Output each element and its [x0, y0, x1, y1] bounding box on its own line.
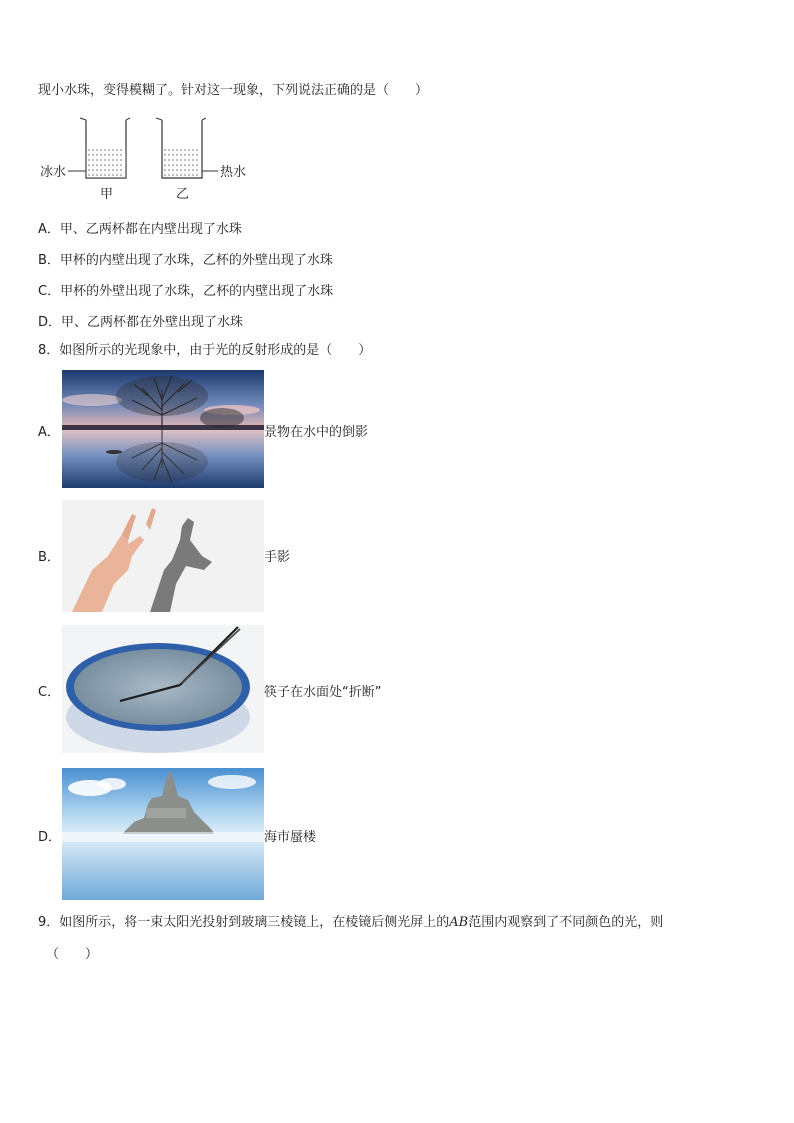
option-letter: D．	[38, 830, 62, 845]
option-letter: A．	[38, 222, 60, 237]
option-caption: 手影	[264, 550, 291, 565]
option-letter: A．	[38, 425, 60, 440]
question-8-stem: 8．如图所示的光现象中，由于光的反射形成的是（ ）	[38, 343, 372, 358]
mirage-castle-photo	[62, 768, 264, 900]
tree-reflection-photo	[62, 370, 264, 488]
segment-ab: AB	[449, 915, 469, 930]
label-ice-water: 冰水	[40, 165, 67, 180]
option-text: 甲、乙两杯都在外壁出现了水珠	[61, 315, 244, 330]
stem-text: 9．如图所示，将一束太阳光投射到玻璃三棱镜上，在棱镜后侧光屏上的	[38, 915, 450, 930]
question-9-stem	[38, 914, 663, 932]
q7-option-d[interactable]	[38, 311, 243, 330]
hand-shadow-photo	[62, 500, 264, 612]
option-letter: B．	[38, 253, 60, 268]
beaker-b	[156, 118, 206, 178]
beaker-a	[80, 118, 130, 178]
option-text: 甲杯的内壁出现了水珠，乙杯的外壁出现了水珠	[59, 253, 333, 268]
option-letter: D．	[38, 315, 62, 330]
option-text: 甲、乙两杯都在内壁出现了水珠	[59, 222, 242, 237]
option-text: 甲杯的外壁出现了水珠，乙杯的内壁出现了水珠	[60, 284, 334, 299]
option-letter: B．	[38, 550, 60, 565]
q7-option-c[interactable]	[38, 280, 333, 299]
option-caption: 景物在水中的倒影	[264, 425, 369, 440]
q7-option-a[interactable]	[38, 218, 242, 237]
answer-blank: （ ）	[46, 947, 99, 962]
stem-text: 范围内观察到了不同颜色的光，则	[468, 915, 664, 930]
q7-option-b[interactable]	[38, 249, 333, 268]
label-cup-b: 乙	[176, 187, 190, 202]
chopsticks-in-bowl-photo	[62, 625, 264, 753]
option-letter: C．	[38, 284, 61, 299]
option-caption: 筷子在水面处“折断”	[264, 685, 382, 700]
label-cup-a: 甲	[100, 187, 114, 202]
option-caption: 海市蜃楼	[264, 830, 317, 845]
beakers-figure	[38, 114, 258, 204]
question-7-stem: 现小水珠，变得模糊了。针对这一现象，下列说法正确的是（ ）	[38, 83, 429, 98]
label-hot-water: 热水	[220, 165, 247, 180]
option-letter: C．	[38, 685, 61, 700]
